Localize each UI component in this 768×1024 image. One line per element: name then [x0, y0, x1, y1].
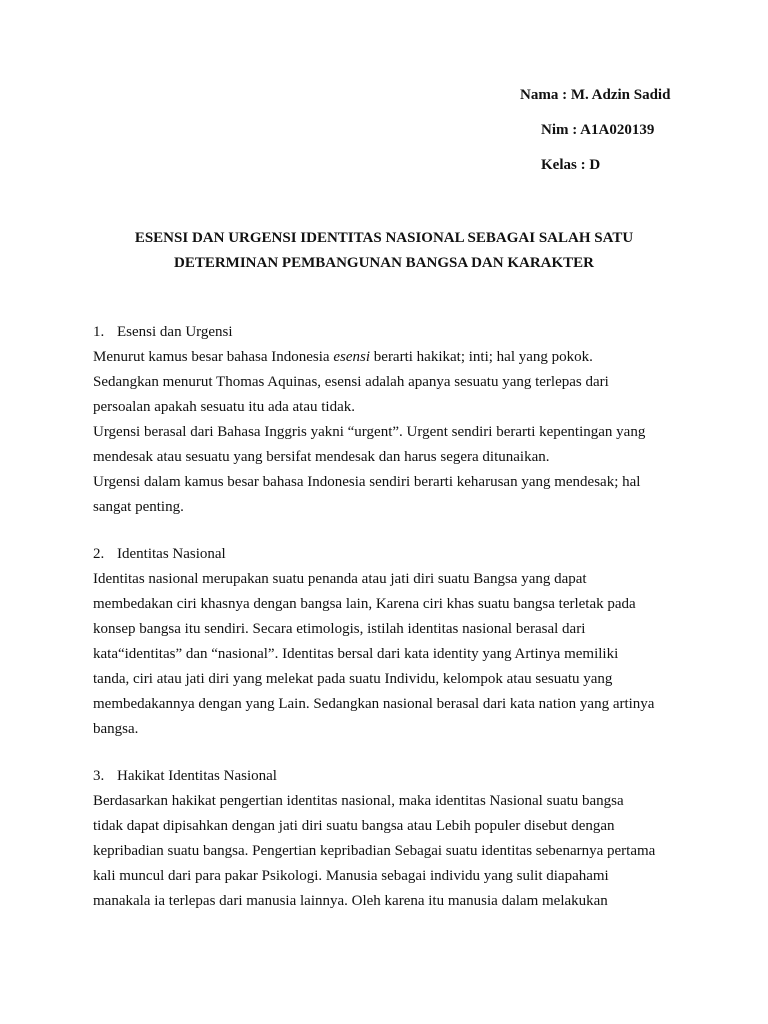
document-title	[84, 226, 684, 276]
paragraph-line: kali muncul dari para pakar Psikologi. Manusia sebagai individu yang sulit diapahami	[93, 868, 609, 884]
section-number: 3.	[93, 768, 105, 784]
title-line-1: ESENSI DAN URGENSI IDENTITAS NASIONAL SEBAGAI SALAH SATU	[134, 230, 634, 246]
paragraph-line: konsep bangsa itu sendiri. Secara etimologis, istilah identitas nasional berasal dari	[93, 621, 586, 637]
section-heading-3	[93, 764, 693, 789]
text-run: berarti hakikat; inti; hal yang pokok.	[370, 349, 593, 365]
paragraph-line: Sedangkan menurut Thomas Aquinas, esensi adalah apanya sesuatu yang terlepas dari	[93, 374, 609, 390]
text-run: Menurut kamus besar bahasa Indonesia	[93, 349, 334, 365]
section-number: 1.	[93, 324, 105, 340]
section-title: Identitas Nasional	[117, 546, 226, 562]
paragraph-line: kata“identitas” dan “nasional”. Identitas bersal dari kata identity yang Artinya memiliki	[93, 646, 619, 662]
title-line-2: DETERMINAN PEMBANGUNAN BANGSA DAN KARAKTER	[173, 255, 595, 271]
paragraph-line: membedakannya dengan yang Lain. Sedangkan nasional berasal dari kata nation yang artinya	[93, 696, 655, 712]
section-spacer	[93, 520, 693, 542]
emphasis-text: esensi	[333, 349, 371, 365]
section-heading-2	[93, 542, 693, 567]
section-title: Hakikat Identitas Nasional	[117, 768, 277, 784]
section-title: Esensi dan Urgensi	[117, 324, 233, 340]
paragraph-line: tanda, ciri atau jati diri yang melekat pada suatu Individu, kelompok atau sesuatu yang	[93, 671, 613, 687]
student-name: Nama : M. Adzin Sadid	[520, 87, 671, 103]
paragraph-line: Urgensi dalam kamus besar bahasa Indonesia sendiri berarti keharusan yang mendesak; hal	[93, 474, 641, 490]
student-id: Nim : A1A020139	[541, 122, 655, 138]
paragraph-line: membedakan ciri khasnya dengan bangsa lain, Karena ciri khas suatu bangsa terletak pada	[93, 596, 636, 612]
document-body	[93, 320, 693, 914]
paragraph-line: bangsa.	[93, 721, 139, 737]
section-heading-1	[93, 320, 693, 345]
paragraph-line	[93, 345, 693, 370]
section-spacer	[93, 742, 693, 764]
paragraph-line: Urgensi berasal dari Bahasa Inggris yakni “urgent”. Urgent sendiri berarti kepentingan yang	[93, 424, 646, 440]
paragraph-line: persoalan apakah sesuatu itu ada atau tidak.	[93, 399, 355, 415]
paragraph-line: manakala ia terlepas dari manusia lainnya. Oleh karena itu manusia dalam melakukan	[93, 893, 608, 909]
section-number: 2.	[93, 546, 105, 562]
paragraph-line: kepribadian suatu bangsa. Pengertian kepribadian Sebagai suatu identitas sebenarnya pertama	[93, 843, 656, 859]
student-class: Kelas : D	[541, 157, 601, 173]
paragraph-line: mendesak atau sesuatu yang bersifat mendesak dan harus segera ditunaikan.	[93, 449, 550, 465]
paragraph-line: Identitas nasional merupakan suatu penanda atau jati diri suatu Bangsa yang dapat	[93, 571, 587, 587]
paragraph-line: sangat penting.	[93, 499, 184, 515]
paragraph-line: tidak dapat dipisahkan dengan jati diri suatu bangsa atau Lebih populer disebut dengan	[93, 818, 615, 834]
paragraph-line: Berdasarkan hakikat pengertian identitas nasional, maka identitas Nasional suatu bangsa	[93, 793, 624, 809]
